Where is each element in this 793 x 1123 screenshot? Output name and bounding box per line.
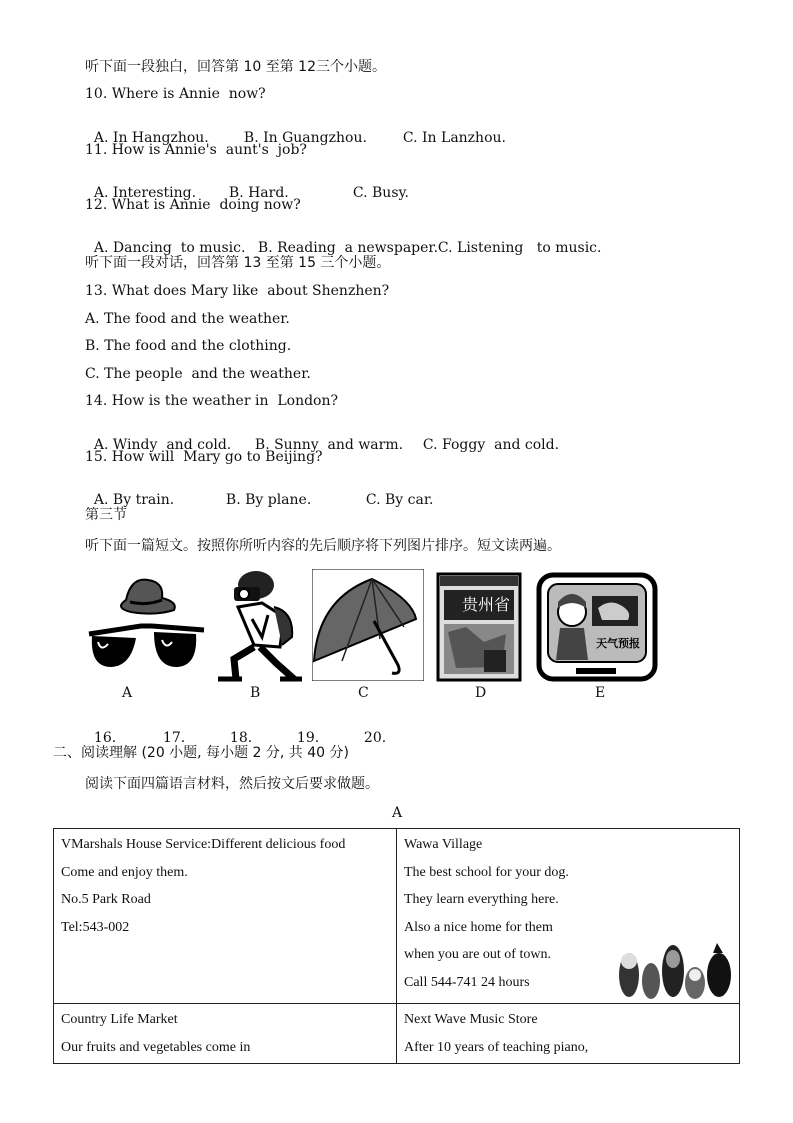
ad-line: Call 544-741 24 hours	[404, 974, 530, 990]
ad-marshals	[54, 829, 397, 1004]
option-b: B. Sunny and warm.	[254, 437, 404, 453]
ad-country-life-market	[54, 1004, 397, 1064]
picture-label-e: E	[595, 685, 606, 701]
option-b: B. Reading a newspaper.	[257, 240, 439, 256]
tv-weather-report-icon	[536, 572, 658, 684]
option-c: C. Listening to music.	[437, 240, 602, 256]
option-b: B. In Guangzhou.	[243, 130, 367, 146]
ad-line: VMarshals House Service:Different delicious food	[61, 837, 346, 852]
option-13b: B. The food and the clothing.	[85, 338, 292, 354]
dogs-icon	[617, 941, 735, 1001]
question-10: 10. Where is Annie now?	[85, 86, 266, 102]
section-header-10-12: 听下面一段独白，回答第 10 至第 12三个小题。	[85, 59, 386, 75]
picture-label-d: D	[475, 685, 487, 701]
option-13a: A. The food and the weather.	[85, 311, 290, 327]
ad-line: Our fruits and vegetables come in	[61, 1039, 251, 1055]
picture-label-b: B	[250, 685, 261, 701]
answer-17: 17.	[162, 730, 186, 746]
option-c: C. In Lanzhou.	[402, 130, 506, 146]
question-14: 14. How is the weather in London?	[85, 393, 339, 409]
question-12: 12. What is Annie doing now?	[85, 197, 301, 213]
option-c: C. By car.	[365, 492, 434, 508]
option-b: B. By plane.	[225, 492, 312, 508]
ad-line: Come and enjoy them.	[61, 864, 188, 880]
option-b: B. Hard.	[228, 185, 289, 201]
ad-line: They learn everything here.	[404, 892, 559, 908]
option-a: A. By train.	[93, 492, 175, 508]
option-c: C. Busy.	[352, 185, 410, 201]
passage-label: A	[392, 805, 403, 821]
sunglasses-and-hat-icon	[86, 572, 206, 682]
part3-instructions: 听下面一篇短文。按照你所听内容的先后顺序将下列图片排序。短文读两遍。	[85, 538, 561, 554]
option-a: A. Dancing to music.	[93, 240, 246, 256]
ad-wawa-village	[397, 829, 740, 1004]
question-13: 13. What does Mary like about Shenzhen?	[85, 283, 390, 299]
tv-caption: 天气预报	[596, 637, 640, 650]
ad-line: when you are out of town.	[404, 947, 551, 963]
picture-label-a: A	[122, 685, 133, 701]
ad-next-wave-music	[397, 1004, 740, 1064]
ad-line: Next Wave Music Store	[404, 1012, 538, 1027]
guidebook-title: 贵州省	[462, 595, 511, 614]
part3-title: 第三节	[85, 507, 127, 523]
ad-line: The best school for your dog.	[404, 864, 569, 880]
ad-line: Tel:543-002	[61, 919, 130, 935]
picture-label-c: C	[358, 685, 369, 701]
option-a: A. In Hangzhou.	[93, 130, 209, 146]
question-15: 15. How will Mary go to Beijing?	[85, 449, 323, 465]
option-c: C. Foggy and cold.	[422, 437, 560, 453]
ads-table	[53, 828, 740, 1064]
answer-18: 18.	[229, 730, 253, 746]
ad-line: No.5 Park Road	[61, 892, 151, 908]
umbrella-icon	[312, 569, 424, 681]
option-a: A. Windy and cold.	[93, 437, 232, 453]
ad-line: Wawa Village	[404, 837, 483, 852]
option-13c: C. The people and the weather.	[85, 366, 311, 382]
section-header-13-15: 听下面一段对话，回答第 13 至第 15 三个小题。	[85, 255, 391, 271]
options-15	[85, 476, 433, 508]
part2-title: 二、阅读理解 (20 小题, 每小题 2 分, 共 40 分)	[53, 745, 349, 761]
photographer-icon	[214, 567, 304, 682]
ad-line: After 10 years of teaching piano,	[404, 1039, 589, 1055]
answer-16: 16.	[93, 730, 117, 746]
question-11: 11. How is Annie's aunt's job?	[85, 142, 307, 158]
answer-19: 19.	[296, 730, 320, 746]
ad-line: Also a nice home for them	[404, 919, 553, 935]
answer-20: 20.	[363, 730, 387, 746]
guidebook-icon	[436, 572, 522, 682]
part2-instructions: 阅读下面四篇语言材料，然后按文后要求做题。	[85, 776, 379, 792]
ad-line: Country Life Market	[61, 1012, 178, 1027]
option-a: A. Interesting.	[93, 185, 197, 201]
